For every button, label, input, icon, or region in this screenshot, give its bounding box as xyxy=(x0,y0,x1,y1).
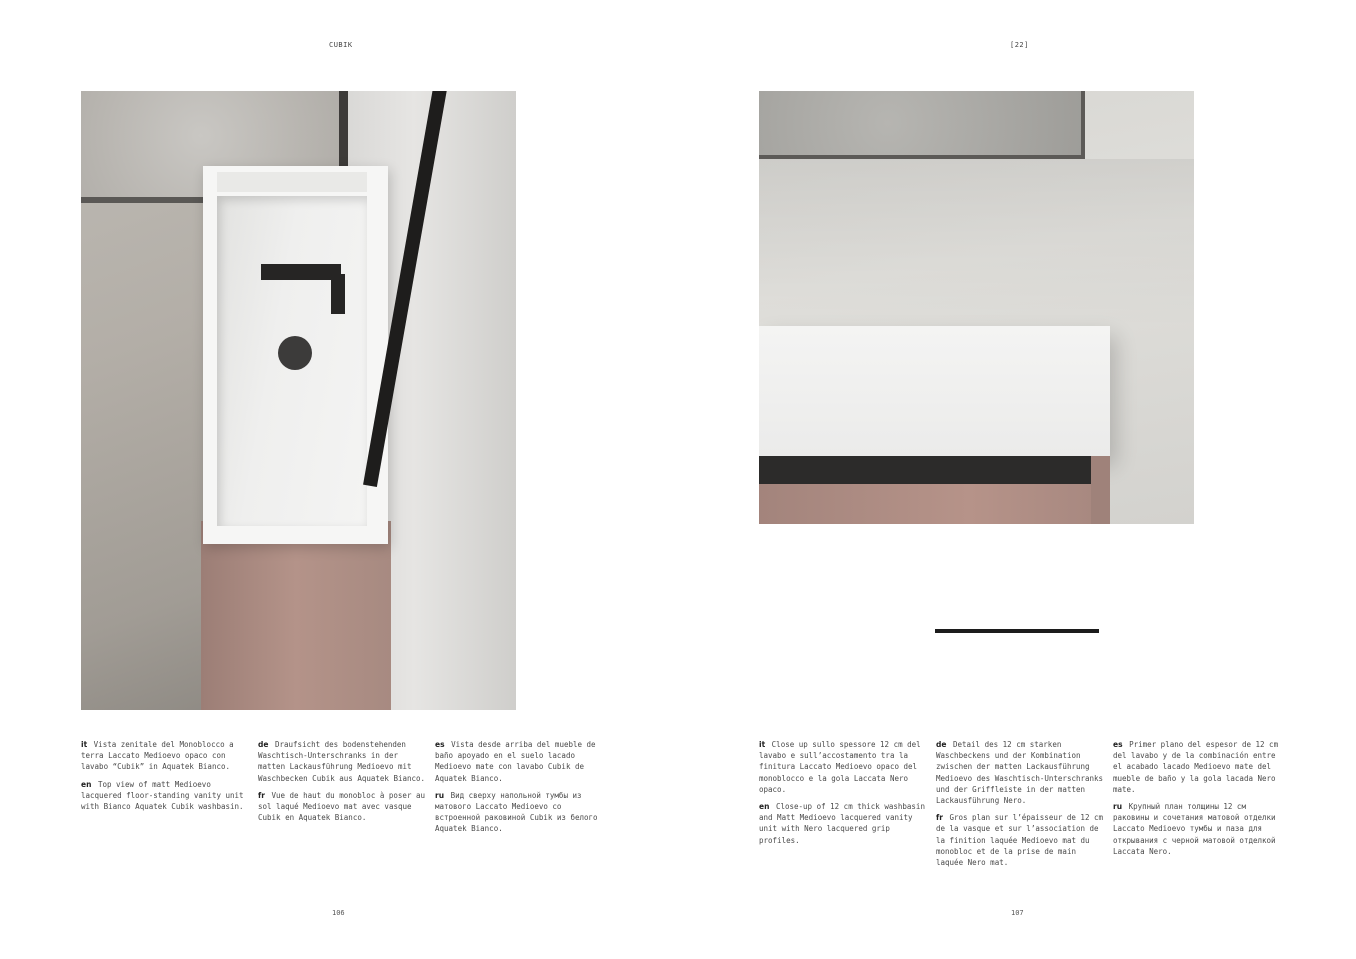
vanity-closeup-photo xyxy=(759,91,1194,524)
lang-code-en: en xyxy=(759,802,770,812)
caption-fr-text: Gros plan sur l’épaisseur de 12 cm de la vasque et sur l’association de la finition laquée Medioevo mat du monobloc et de la prise de main laquée Nero mat. xyxy=(936,813,1104,868)
caption-en xyxy=(759,801,927,846)
caption-fr xyxy=(258,790,426,824)
lang-code-fr: fr xyxy=(258,790,265,800)
caption-ru xyxy=(1113,801,1281,857)
washbasin-top xyxy=(759,326,1110,456)
cabinet-side xyxy=(1091,456,1110,524)
lang-code-es: es xyxy=(1113,740,1123,749)
caption-it xyxy=(81,739,249,773)
caption-es-text: Vista desde arriba del mueble de baño apoyado en el suelo lacado Medioevo mate con lavabo Cubik de Aquatek Bianco. xyxy=(435,740,596,783)
lang-code-it: it xyxy=(759,740,766,749)
pink-cabinet xyxy=(201,521,391,710)
caption-de xyxy=(936,739,1104,806)
section-number: [22] xyxy=(1010,41,1029,49)
black-tap-body xyxy=(331,274,345,314)
page-number: 106 xyxy=(332,909,345,917)
wall-shadow xyxy=(759,159,1194,329)
caption-it-text: Vista zenitale del Monoblocco a terra Laccato Medioevo opaco con lavabo “Cubik” in Aquatek Bianco. xyxy=(81,740,234,772)
caption-ru-text: Крупный план толщины 12 см раковины и сочетания матовой отделки Laccato Medioevo тумбы и паза для открывания с черной матовой отделкой Laccata Nero. xyxy=(1113,802,1276,856)
caption-ru-text: Вид сверху напольной тумбы из матового Laccato Medioevo со встроенной раковиной Cubik из белого Aquatek Bianco. xyxy=(435,790,598,834)
caption-en-text: Top view of matt Medioevo lacquered floor-standing vanity unit with Bianco Aquatek Cubik washbasin. xyxy=(81,779,244,812)
lang-code-it: it xyxy=(81,740,88,749)
caption-column-es-ru xyxy=(435,739,603,841)
decorative-rule xyxy=(935,629,1099,633)
lang-code-de: de xyxy=(258,740,269,749)
drain-cap xyxy=(278,336,312,370)
caption-fr-text: Vue de haut du monobloc à poser au sol laqué Medioevo mat avec vasque Cubik en Aquatek Bianco. xyxy=(258,790,426,823)
black-tap-spout xyxy=(261,264,341,280)
caption-column-de-fr xyxy=(258,739,426,829)
lang-code-ru: ru xyxy=(435,790,445,800)
lang-code-en: en xyxy=(81,779,92,789)
lang-code-de: de xyxy=(936,740,947,749)
caption-fr xyxy=(936,812,1104,868)
caption-en xyxy=(81,779,249,813)
mirror-corner xyxy=(759,91,1085,159)
caption-column-es-ru xyxy=(1113,739,1281,863)
caption-es xyxy=(435,739,603,784)
caption-ru xyxy=(435,790,603,835)
page-number: 107 xyxy=(1011,909,1024,917)
caption-column-it-en xyxy=(81,739,249,818)
basin-ledge xyxy=(217,172,367,192)
caption-es-text: Primer plano del espesor de 12 cm del lavabo y de la combinación entre el acabado lacado Medioevo mate del mueble de baño y la gola lacada Nero mate. xyxy=(1113,740,1279,794)
running-head: CUBIK xyxy=(329,41,353,49)
caption-it-text: Close up sullo spessore 12 cm del lavabo e sull’accostamento tra la finitura Laccato Medioevo opaco del monoblocco e la gola Laccata Nero opaco. xyxy=(759,740,921,794)
caption-column-it-en xyxy=(759,739,927,852)
right-page xyxy=(678,0,1356,959)
caption-es xyxy=(1113,739,1281,795)
pink-cabinet xyxy=(759,484,1110,524)
black-grip-profile xyxy=(759,456,1104,484)
caption-de-text: Detail des 12 cm starken Waschbeckens und der Kombination zwischen der matten Lackausführung Medioevo des Waschtisch-Unterschranks und der Griffleiste in der matten Lackausführung Nero. xyxy=(936,740,1104,806)
lang-code-ru: ru xyxy=(1113,802,1123,812)
caption-en-text: Close-up of 12 cm thick washbasin and Matt Medioevo lacquered vanity unit with Nero lacquered grip profiles. xyxy=(759,802,925,845)
vanity-top-view-photo xyxy=(81,91,516,710)
caption-de xyxy=(258,739,426,784)
caption-de-text: Draufsicht des bodenstehenden Waschtisch-Unterschranks in der matten Lackausführung Medioevo mit Waschbecken Cubik aus Aquatek Bianco. xyxy=(258,740,426,783)
white-washbasin xyxy=(203,166,388,544)
lang-code-fr: fr xyxy=(936,813,943,823)
caption-column-de-fr xyxy=(936,739,1104,874)
caption-it xyxy=(759,739,927,795)
lang-code-es: es xyxy=(435,740,445,749)
